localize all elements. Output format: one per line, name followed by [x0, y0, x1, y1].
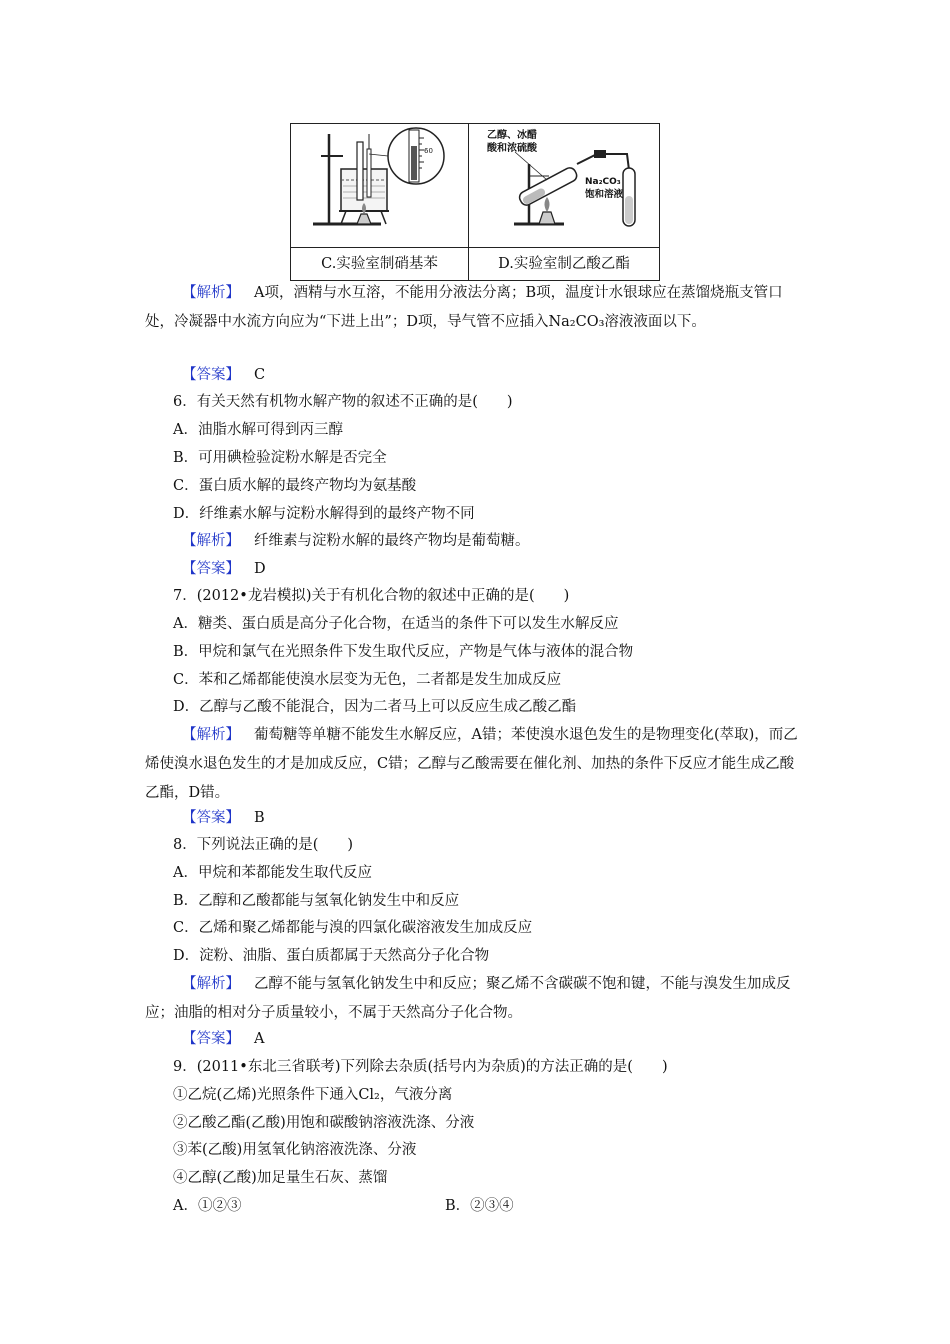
q6-answer [182, 559, 266, 579]
q5-answer-value: C [254, 367, 266, 383]
q6-option-a: A．油脂水解可得到丙三醇 [173, 422, 343, 438]
q9-item-4: ④乙醇(乙酸)加足量生石灰、蒸馏 [173, 1170, 388, 1186]
q9-stem: 9．(2011•东北三省联考)下列除去杂质(括号内为杂质)的方法正确的是( ) [173, 1059, 668, 1075]
q8-option-a: A．甲烷和苯都能发生取代反应 [173, 865, 372, 881]
q8-option-d: D．淀粉、油脂、蛋白质都属于天然高分子化合物 [173, 948, 490, 964]
q7-stem: 7．(2012•龙岩模拟)关于有机化合物的叙述中正确的是( ) [173, 588, 570, 604]
ethyl-acetate-apparatus-drawing [469, 124, 659, 247]
nitrobenzene-apparatus-drawing [291, 124, 468, 247]
reagent-label-2: 酸和浓硫酸 [487, 143, 537, 154]
analysis-tag: 【解析】 [182, 727, 240, 743]
q8-option-b: B．乙醇和乙酸都能与氢氧化钠发生中和反应 [173, 893, 460, 909]
answer-tag: 【答案】 [182, 1031, 240, 1047]
q6-analysis-text: 纤维素与淀粉水解的最终产物均是葡萄糖。 [254, 533, 530, 549]
q8-answer [182, 1029, 264, 1049]
thermometer-mark: 60 [424, 147, 433, 155]
q5-answer [182, 365, 265, 385]
answer-tag: 【答案】 [182, 561, 240, 577]
q9-option-b: B．②③④ [445, 1198, 514, 1214]
q6-stem: 6．有关天然有机物水解产物的叙述不正确的是( ) [173, 394, 513, 410]
q8-analysis-text: 乙醇不能与氢氧化钠发生中和反应；聚乙烯不含碳碳不饱和键，不能与溴发生加成反应；油脂的相对分子质量较小，不属于天然高分子化合物。 [145, 976, 791, 1021]
na2co3-label-1: Na₂CO₃ [585, 177, 621, 187]
figure-table [290, 123, 660, 281]
q5-analysis-text: A项，酒精与水互溶，不能用分液法分离；B项，温度计水银球应在蒸馏烧瓶支管口处，冷凝器中水流方向应为“下进上出”；D项，导气管不应插入Na₂CO₃溶液液面以下。 [145, 285, 783, 330]
q7-option-a: A．糖类、蛋白质是高分子化合物，在适当的条件下可以发生水解反应 [173, 616, 619, 632]
q7-analysis-text: 葡萄糖等单糖不能发生水解反应，A错；苯使溴水退色发生的是物理变化(萃取)，而乙烯使溴水退色发生的才是加成反应，C错；乙醇与乙酸需要在催化剂、加热的条件下反应才能生成乙酸乙酯，D错。 [145, 727, 798, 801]
q7-analysis [145, 721, 805, 808]
q7-option-d: D．乙醇与乙酸不能混合，因为二者马上可以反应生成乙酸乙酯 [173, 699, 577, 715]
q8-analysis [145, 970, 805, 1028]
reagent-label-1: 乙醇、冰醋 [487, 130, 537, 141]
q7-option-b: B．甲烷和氯气在光照条件下发生取代反应，产物是气体与液体的混合物 [173, 644, 634, 660]
answer-tag: 【答案】 [182, 367, 240, 383]
q9-item-3: ③苯(乙酸)用氢氧化钠溶液洗涤、分液 [173, 1142, 417, 1158]
q9-item-2: ②乙酸乙酯(乙酸)用饱和碳酸钠溶液洗涤、分液 [173, 1115, 475, 1131]
q6-answer-value: D [254, 561, 266, 577]
ethyl-acetate-apparatus-figure [469, 124, 659, 248]
q8-stem: 8．下列说法正确的是( ) [173, 837, 354, 853]
q9-item-1: ①乙烷(乙烯)光照条件下通入Cl₂，气液分离 [173, 1087, 453, 1103]
caption-c: C.实验室制硝基苯 [291, 248, 469, 280]
q8-option-c: C．乙烯和聚乙烯都能与溴的四氯化碳溶液发生加成反应 [173, 920, 533, 936]
analysis-tag: 【解析】 [182, 533, 240, 549]
q5-analysis [145, 279, 805, 337]
q7-option-c: C．苯和乙烯都能使溴水层变为无色，二者都是发生加成反应 [173, 672, 562, 688]
q6-option-c: C．蛋白质水解的最终产物均为氨基酸 [173, 478, 417, 494]
q6-option-d: D．纤维素水解与淀粉水解得到的最终产物不同 [173, 506, 475, 522]
q9-option-a: A．①②③ [173, 1198, 242, 1214]
caption-d: D.实验室制乙酸乙酯 [498, 256, 630, 272]
analysis-tag: 【解析】 [182, 976, 240, 992]
q8-answer-value: A [254, 1031, 265, 1047]
q7-answer [182, 808, 265, 828]
answer-tag: 【答案】 [182, 810, 240, 826]
q6-option-b: B．可用碘检验淀粉水解是否完全 [173, 450, 387, 466]
q7-answer-value: B [254, 810, 265, 826]
q6-analysis [182, 531, 530, 551]
nitrobenzene-apparatus-figure [291, 124, 469, 248]
na2co3-label-2: 饱和溶液 [585, 189, 624, 200]
analysis-tag: 【解析】 [182, 285, 240, 301]
